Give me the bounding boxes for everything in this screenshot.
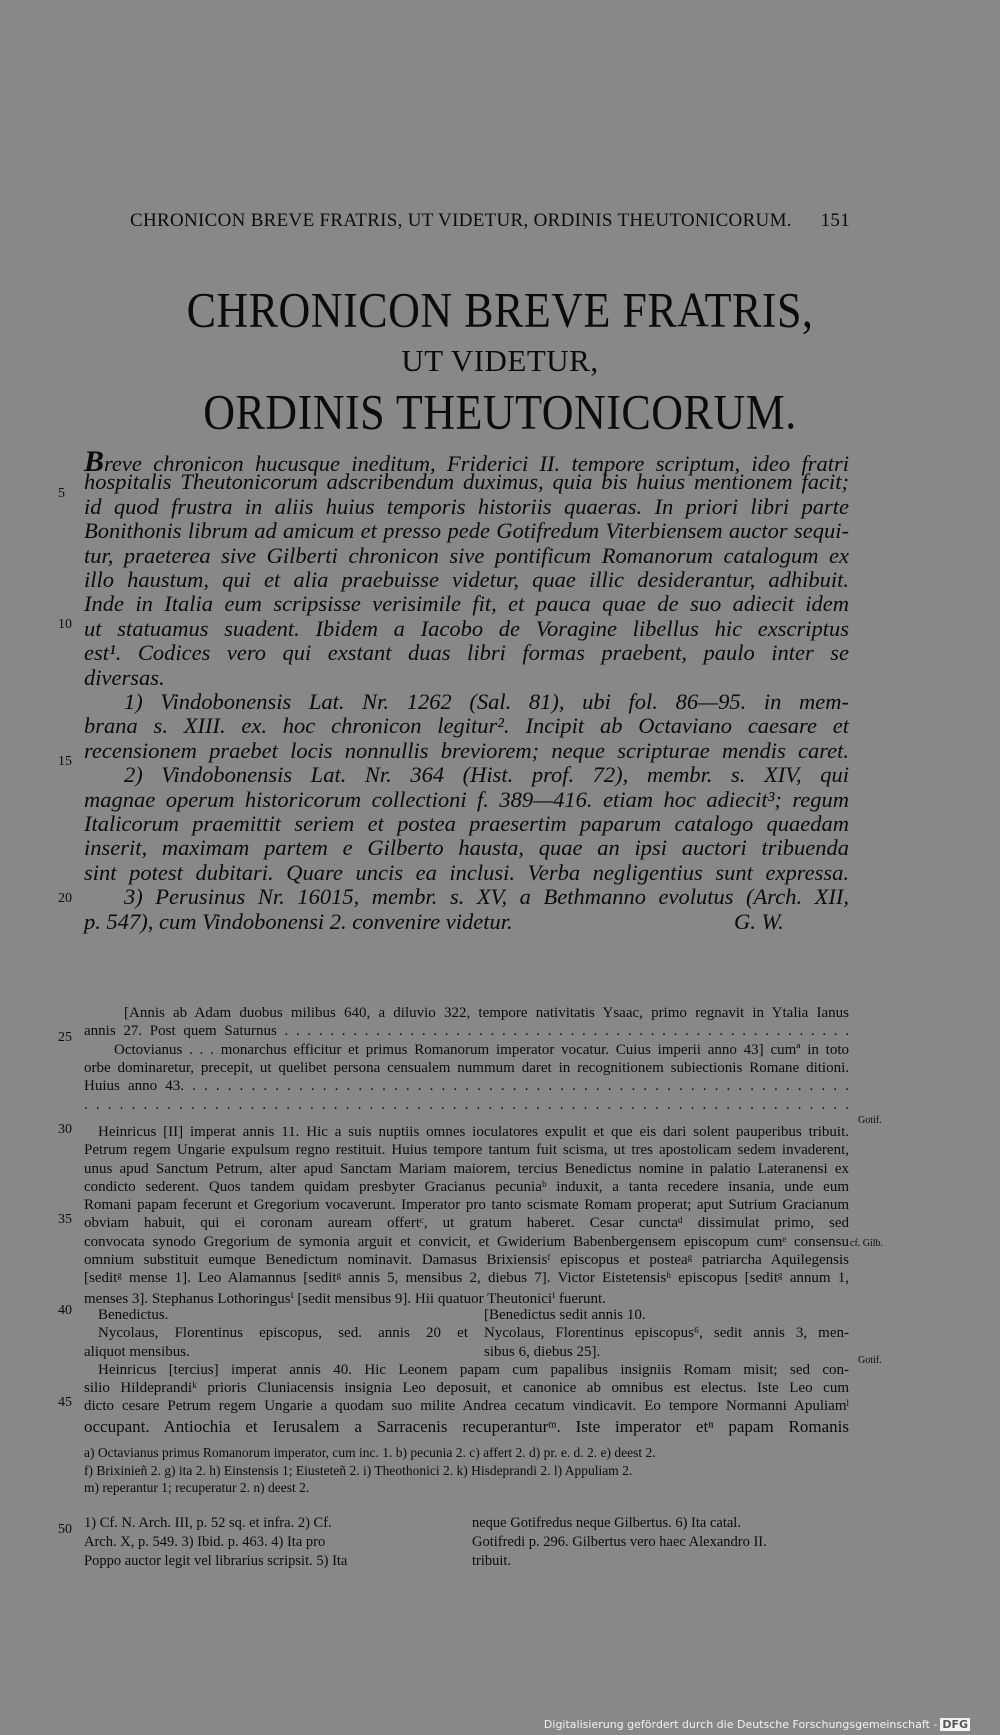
- intro-line: 1) Vindobonensis Lat. Nr. 1262 (Sal. 81), ubi fol. 86—95. in mem-: [124, 689, 849, 714]
- intro-line: Italicorum praemittit seriem et postea praesertim paparum catalogo quaedam: [84, 811, 849, 836]
- editorial-note-line: Gotifredi p. 296. Gilbertus vero haec Alexandro II.: [472, 1534, 767, 1550]
- source-line: Octovianus . . . monarchus efficitur et primus Romanorum imperator vocatur. Cuius imperii anno 43] cumª in toto: [114, 1041, 849, 1058]
- running-head-title: CHRONICON BREVE FRATRIS, UT VIDETUR, ORDINIS THEUTONICORUM.: [130, 210, 792, 231]
- line-number: 20: [58, 891, 72, 906]
- source-line: Romani papam fecerunt et Gregorium vocaverunt. Imperator pro tanto scismate Romam properat; aput Sutrium Gracianum: [84, 1197, 849, 1214]
- line-number: 50: [58, 1522, 72, 1537]
- source-line: Heinricus [II] imperat annis 11. Hic a suis nuptiis omnes ioculatores expulit et que eis dari solent pauperibus tribuit.: [98, 1123, 849, 1140]
- source-line: Petrum regem Ungarie expulsum regno restituit. Huius tempore tantum fuit scisma, ut tres apostolicam sedem invaderent,: [84, 1142, 849, 1159]
- source-line: occupant. Antiochia et Ierusalem a Sarracenis recuperanturᵐ. Iste imperator etⁿ papam Romanis: [84, 1416, 849, 1436]
- line-number: 30: [58, 1122, 72, 1137]
- intro-line: magnae operum historicorum collectioni f. 389—416. etiam hoc adiecit³; regum: [84, 786, 849, 812]
- source-line: [seditᵍ mense 1]. Leo Alamannus [seditᵍ annis 5, mensibus 2, diebus 7]. Victor Eistetensisʰ episcopus [seditᵍ annum 1,: [84, 1270, 849, 1287]
- intro-line: est¹. Codices vero qui exstant duas libri formas praebent, paulo inter se: [84, 640, 849, 666]
- intro-line: id quod frustra in aliis huius temporis historiis quaeras. In priori libri parte: [84, 493, 849, 519]
- source-line: . . . . . . . . . . . . . . . . . . . . . . . . . . . . . . . . . . . . . . . . . . . . . . . . . . . . . . . . . . . . . . . . .: [84, 1096, 849, 1113]
- margin-note: Gotif.: [858, 1355, 882, 1366]
- source-line: Huius anno 43. . . . . . . . . . . . . . . . . . . . . . . . . . . . . . . . . . . . . . . . . . . . . . . . . . . . . . . . .: [84, 1078, 849, 1095]
- intro-line: diversas.: [84, 664, 165, 690]
- running-head: [130, 210, 850, 232]
- editorial-note-line: neque Gotifredus neque Gilbertus. 6) Ita catal.: [472, 1515, 741, 1531]
- editorial-note-line: 1) Cf. N. Arch. III, p. 52 sq. et infra. 2) Cf.: [84, 1515, 332, 1531]
- variant-note-line: m) reperantur 1; recuperatur 2. n) deest 2.: [84, 1480, 310, 1495]
- title-line-2: UT VIDETUR,: [401, 343, 599, 378]
- source-line: obviam habuit, qui ei coronam auream offertᶜ, ut gratum haberet. Cesar cunctaᵈ dissimulat primo, sed: [84, 1215, 849, 1232]
- editorial-note-line: Poppo auctor legit vel librarius scripsit. 5) Ita: [84, 1553, 348, 1569]
- intro-line: tur, praeterea sive Gilberti chronicon sive pontificum Romanorum catalogum ex: [84, 542, 849, 568]
- intro-line: Bonithonis librum ad amicum et presso pede Gotifredum Viterbiensem auctor sequi-: [84, 518, 849, 544]
- source-line: condicto sederent. Quos tandem quidam presbyter Gracianus pecuniaᵇ induxit, a tanta recedere insania, unde eum: [84, 1178, 849, 1195]
- source-line: sibus 6, diebus 25].: [484, 1343, 601, 1360]
- source-line: Heinricus [tercius] imperat annis 40. Hic Leonem papam cum papalibus insigniis Romam misit; sed con-: [98, 1361, 849, 1378]
- editorial-note-line: Arch. X, p. 549. 3) Ibid. p. 463. 4) Ita pro: [84, 1534, 326, 1550]
- intro-line: sint potest dubitari. Quare uncis ea inclusi. Verba negligentius sunt expressa.: [84, 859, 849, 885]
- intro-line: brana s. XIII. ex. hoc chronicon legitur². Incipit ab Octaviano caesare et: [84, 713, 849, 739]
- source-line: menses 3]. Stephanus Lothoringusⁱ [sedit mensibus 9]. Hii quatuor Theutoniciⁱ fuerunt.: [84, 1290, 606, 1307]
- source-line: silio Hildeprandiᵏ prioris Cluniacensis insignia Leo deposuit, et canonice ab omnibus est electus. Iste Leo cum: [84, 1380, 849, 1397]
- variant-note-line: f) Brixinieñ 2. g) ita 2. h) Einstensis 1; Eiusteteñ 2. i) Theothonici 2. k) Hisdeprandi 2. l) Appuliam 2.: [84, 1462, 633, 1478]
- digitization-footer: [544, 1718, 970, 1731]
- drop-cap: B: [84, 445, 105, 478]
- intro-line: G. W.: [734, 908, 784, 934]
- line-number: 25: [58, 1030, 72, 1045]
- source-line: [Annis ab Adam duobus milibus 640, a diluvio 322, tempore nativitatis Ysaac, primo regnavit in Ytalia Ianus: [124, 1005, 849, 1021]
- source-line: unus apud Sanctum Petrum, alter apud Sanctam Mariam maiorem, tercius Benedictus nomine in palatio Lateranensi ex: [84, 1160, 849, 1177]
- editorial-note-line: tribuit.: [472, 1553, 512, 1569]
- margin-note: Gotif.: [858, 1115, 882, 1126]
- line-number: 45: [58, 1395, 72, 1410]
- line-number: 15: [58, 754, 72, 769]
- intro-line: 2) Vindobonensis Lat. Nr. 364 (Hist. prof. 72), membr. s. XIV, qui: [124, 762, 849, 788]
- source-line: Benedictus.: [98, 1306, 169, 1323]
- intro-line: recensionem praebet locis nonnullis breviorem; neque scripturae mendis caret.: [84, 737, 849, 763]
- source-line: omnium substituit eumque Benedictum nominavit. Damasus Brixiensisᶠ episcopus et posteaᵍ patriarcha Aquilegensis: [84, 1252, 849, 1269]
- line-number: 35: [58, 1212, 72, 1227]
- dfg-logo: DFG: [942, 1718, 968, 1731]
- source-line: Nycolaus, Florentinus episcopus, sed. annis 20 et: [98, 1325, 468, 1342]
- intro-line: Inde in Italia eum scripsisse verisimile fit, et pauca quae de suo adiecit idem: [84, 591, 849, 617]
- title-line-3: ORDINIS THEUTONICORUM.: [203, 385, 797, 440]
- source-line: Nycolaus, Florentinus episcopus⁶, sedit annis 3, men-: [484, 1325, 849, 1342]
- intro-line: illo haustum, qui et alia praebuisse videtur, quae illic desiderantur, adhibuit.: [84, 567, 849, 592]
- source-line: aliquot mensibus.: [84, 1343, 190, 1360]
- source-line: convocata synodo Gregorium de symonia arguit et convicit, et Gwiderium Babenbergensem episcopum cumᵉ consensu: [84, 1233, 849, 1250]
- line-number: 40: [58, 1303, 72, 1318]
- intro-line: ut statuamus suadent. Ibidem a Iacobo de Voragine libellus hic exscriptus: [84, 615, 849, 641]
- page-number: 151: [820, 210, 850, 231]
- intro-line: p. 547), cum Vindobonensi 2. convenire videtur.: [84, 908, 513, 934]
- source-line: dicto cesare Petrum regem Ungarie a quodam suo milite Andrea cecatum vindicavit. Eo tempore Normanni Apuliamˡ: [84, 1398, 849, 1415]
- intro-line: hospitalis Theutonicorum adscribendum duximus, quia bis huius mentionem facit;: [84, 469, 849, 495]
- margin-note: cf. Gilb.: [850, 1238, 884, 1249]
- line-number: 5: [58, 486, 65, 501]
- intro-line: 3) Perusinus Nr. 16015, membr. s. XV, a Bethmanno evolutus (Arch. XII,: [124, 884, 849, 910]
- intro-line-text: reve chronicon hucusque ineditum, Friderici II. tempore scriptum, ideo fratri: [104, 451, 849, 476]
- footer-text: Digitalisierung gefördert durch die Deutsche Forschungsgemeinschaft -: [543, 1718, 938, 1731]
- line-number: 10: [58, 617, 72, 632]
- intro-line: inserit, maximam partem e Gilberto hausta, quae an ipsi auctori tribuenda: [84, 835, 849, 861]
- title-line-1: CHRONICON BREVE FRATRIS,: [186, 283, 814, 338]
- source-line: orbe dominaretur, precepit, ut quelibet persona censualem nummum daret in recognitionem subiectionis Romane ditioni.: [84, 1059, 849, 1076]
- source-line: [Benedictus sedit annis 10.: [484, 1306, 646, 1323]
- source-line: annis 27. Post quem Saturnus . . . . . . . . . . . . . . . . . . . . . . . . . . . . . . . . . . . . . . . . . . . . . . . . . .: [84, 1023, 849, 1040]
- variant-note-line: a) Octavianus primus Romanorum imperator, cum inc. 1. b) pecunia 2. c) affert 2. d) pr. e. d. 2. e) deest 2.: [84, 1445, 656, 1460]
